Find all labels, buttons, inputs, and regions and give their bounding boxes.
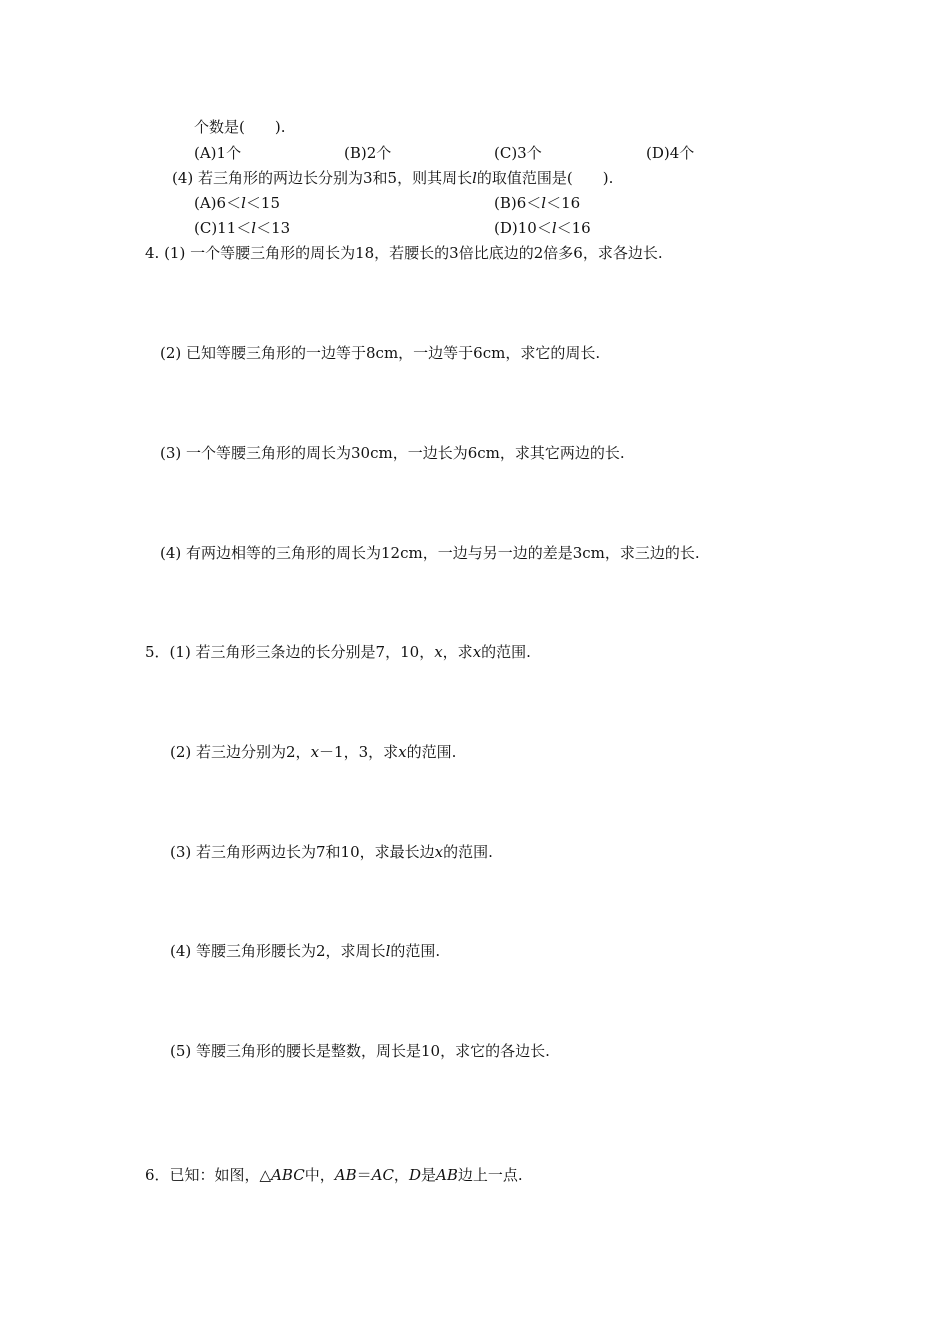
q5-part4: (4) 等腰三角形腰长为2，求周长l的范围. <box>170 942 441 960</box>
q4-part1: 4. (1) 一个等腰三角形的周长为18，若腰长的3倍比底边的2倍多6，求各边长. <box>145 244 663 262</box>
q3-3-choice-c: (C)3个 <box>494 144 542 162</box>
q5-part1: 5．(1) 若三角形三条边的长分别是7，10，x，求x的范围. <box>145 643 531 661</box>
q3-3-choice-b: (B)2个 <box>344 144 392 162</box>
q3-4-choice-a: (A)6＜l＜15 <box>194 194 280 212</box>
q4-part2: (2) 已知等腰三角形的一边等于8cm，一边等于6cm，求它的周长. <box>160 344 601 362</box>
q3-3-stem-tail: 个数是( ). <box>194 118 286 136</box>
q5-part3: (3) 若三角形两边长为7和10，求最长边x的范围. <box>170 843 493 861</box>
q5-part5: (5) 等腰三角形的腰长是整数，周长是10，求它的各边长. <box>170 1042 550 1060</box>
q3-3-choice-a: (A)1个 <box>194 144 242 162</box>
q3-4-choice-d: (D)10＜l＜16 <box>494 219 591 237</box>
q3-4-stem: (4) 若三角形的两边长分别为3和5，则其周长l的取值范围是( ). <box>172 169 614 187</box>
q6-stem: 6．已知：如图，△ABC中，AB＝AC，D是AB边上一点. <box>145 1166 523 1184</box>
q4-part4: (4) 有两边相等的三角形的周长为12cm，一边与另一边的差是3cm，求三边的长. <box>160 544 700 562</box>
q3-4-choice-b: (B)6＜l＜16 <box>494 194 581 212</box>
q4-part3: (3) 一个等腰三角形的周长为30cm，一边长为6cm，求其它两边的长. <box>160 444 625 462</box>
q3-3-choice-d: (D)4个 <box>646 144 695 162</box>
q5-part2: (2) 若三边分别为2，x－1，3，求x的范围. <box>170 743 457 761</box>
q3-4-choice-c: (C)11＜l＜13 <box>194 219 291 237</box>
